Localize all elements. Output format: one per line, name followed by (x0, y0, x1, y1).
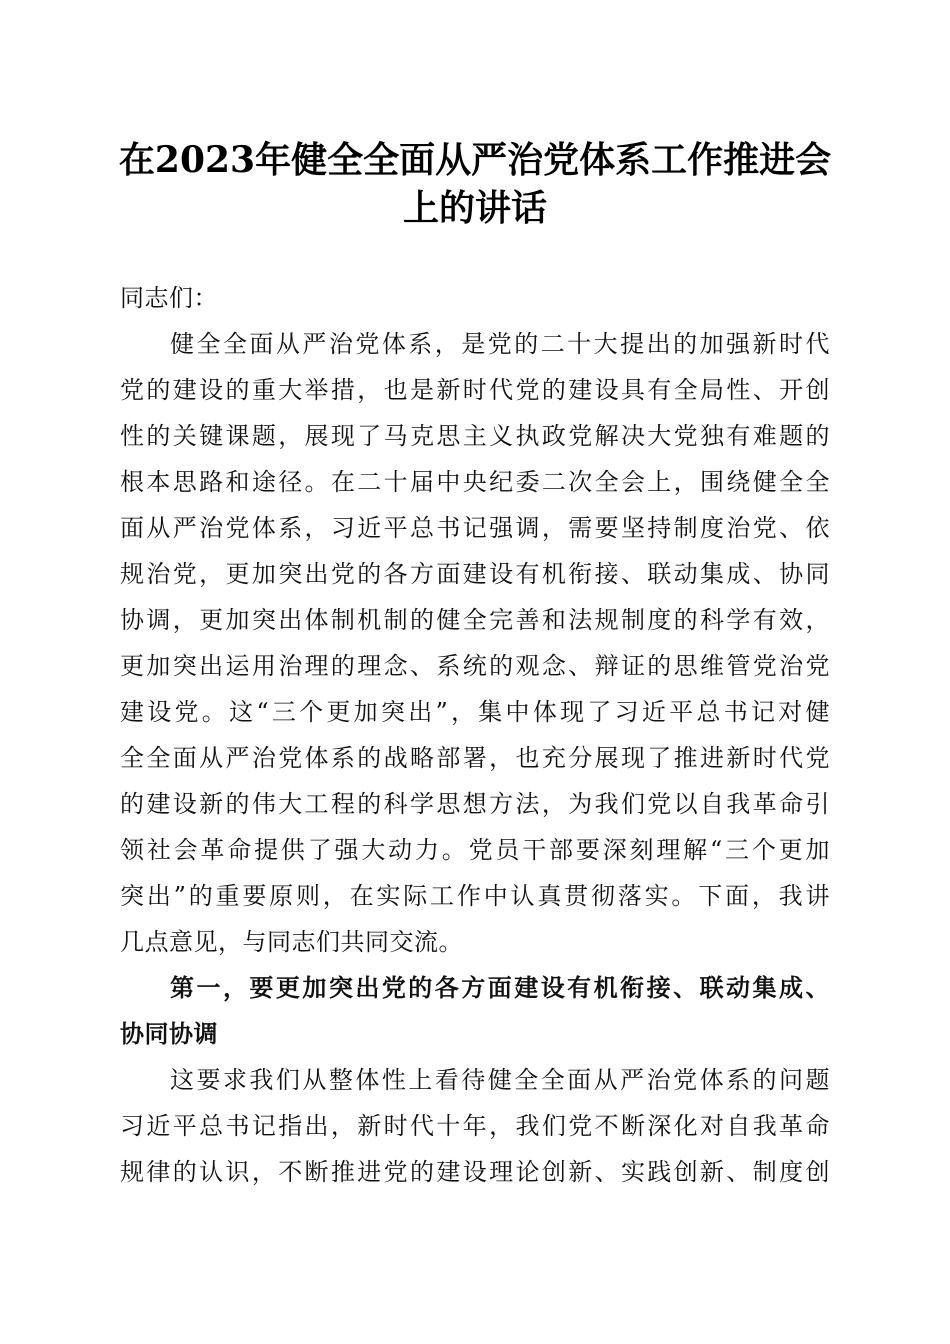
paragraph-line: 这要求我们从整体性上看待健全全面从严治党体系的问题 (170, 1066, 830, 1094)
salutation: 同志们： (120, 284, 218, 312)
paragraph-line: 领社会革命提供了强大动力。党员干部要深刻理解“三个更加 (120, 836, 830, 864)
document-title (110, 136, 840, 232)
section-heading-line: 协同协调 (120, 1019, 218, 1048)
paragraph-line: 健全全面从严治党体系，是党的二十大提出的加强新时代 (170, 330, 830, 358)
paragraph-line: 建设党。这“三个更加突出”，集中体现了习近平总书记对健 (120, 698, 830, 726)
paragraph-line: 根本思路和途径。在二十届中央纪委二次全会上，围绕健全全 (120, 468, 830, 496)
paragraph-line: 全全面从严治党体系的战略部署，也充分展现了推进新时代党 (120, 744, 830, 772)
paragraph-line: 协调，更加突出体制机制的健全完善和法规制度的科学有效， (120, 606, 830, 634)
title-line: 在2023年健全全面从严治党体系工作推进会 (118, 139, 832, 181)
paragraph-line: 规治党，更加突出党的各方面建设有机衔接、联动集成、协同 (120, 560, 830, 588)
section-heading-line: 第一，要更加突出党的各方面建设有机衔接、联动集成、 (170, 973, 830, 1002)
document-body (120, 275, 830, 1195)
paragraph-line: 性的关键课题，展现了马克思主义执政党解决大党独有难题的 (120, 422, 830, 450)
paragraph-line: 党的建设的重大举措，也是新时代党的建设具有全局性、开创 (120, 376, 830, 404)
paragraph-line: 突出”的重要原则，在实际工作中认真贯彻落实。下面，我讲 (120, 882, 830, 910)
title-line: 上的讲话 (402, 187, 547, 229)
paragraph-line: 的建设新的伟大工程的科学思想方法，为我们党以自我革命引 (120, 790, 830, 818)
paragraph-line: 更加突出运用治理的理念、系统的观念、辩证的思维管党治党 (120, 652, 830, 680)
paragraph-line: 习近平总书记指出，新时代十年，我们党不断深化对自我革命 (120, 1112, 830, 1140)
paragraph-line: 规律的认识，不断推进党的建设理论创新、实践创新、制度创 (120, 1158, 830, 1186)
paragraph-line: 面从严治党体系，习近平总书记强调，需要坚持制度治党、依 (120, 514, 830, 542)
paragraph-line: 几点意见，与同志们共同交流。 (120, 928, 463, 956)
